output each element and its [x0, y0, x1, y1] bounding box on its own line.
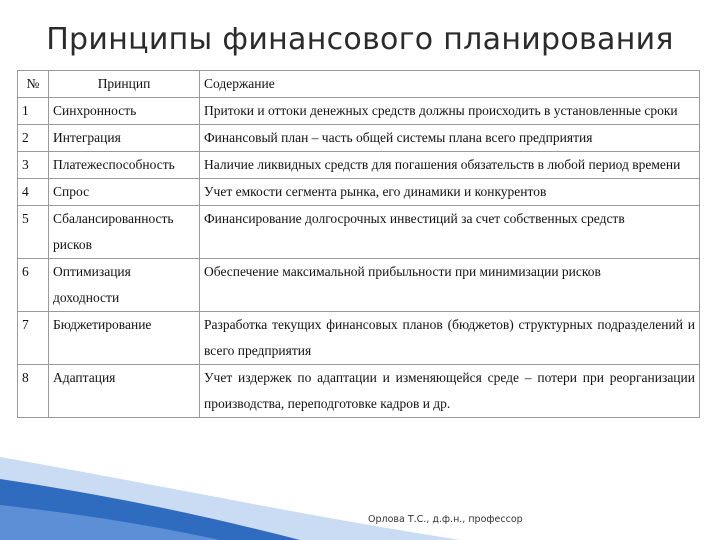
- row-num: 5: [18, 206, 49, 259]
- header-num: №: [18, 71, 49, 98]
- row-num: 8: [18, 365, 49, 418]
- table-row: [18, 365, 700, 418]
- slide-footer: Орлова Т.С., д.ф.н., профессор: [368, 514, 523, 525]
- row-content: Учет емкости сегмента рынка, его динамики и конкурентов: [200, 179, 700, 206]
- row-content: Учет издержек по адаптации и изменяющейся среде – потери при реорганизации производства, переподготовке кадров и др.: [200, 365, 700, 418]
- row-principle: Синхронность: [49, 98, 200, 125]
- row-content: Притоки и оттоки денежных средств должны происходить в установленные сроки: [200, 98, 700, 125]
- row-content: Обеспечение максимальной прибыльности при минимизации рисков: [200, 259, 700, 312]
- row-content: Наличие ликвидных средств для погашения обязательств в любой период времени: [200, 152, 700, 179]
- row-num: 3: [18, 152, 49, 179]
- table-row: [18, 312, 700, 365]
- row-num: 7: [18, 312, 49, 365]
- row-content: Разработка текущих финансовых планов (бюджетов) структурных подразделений и всего предприятия: [200, 312, 700, 365]
- row-principle: Оптимизация доходности: [49, 259, 200, 312]
- row-principle: Бюджетирование: [49, 312, 200, 365]
- table-row: [18, 125, 700, 152]
- slide-title: Принципы финансового планирования: [46, 22, 674, 57]
- row-num: 4: [18, 179, 49, 206]
- row-num: 6: [18, 259, 49, 312]
- row-num: 1: [18, 98, 49, 125]
- table-header-row: [18, 71, 700, 98]
- table-row: [18, 206, 700, 259]
- row-principle: Сбалансированность рисков: [49, 206, 200, 259]
- principles-table: [17, 70, 700, 418]
- decorative-wave-shapes: [0, 445, 720, 540]
- row-principle: Спрос: [49, 179, 200, 206]
- header-content: Содержание: [200, 71, 700, 98]
- row-num: 2: [18, 125, 49, 152]
- table-row: [18, 152, 700, 179]
- header-principle: Принцип: [49, 71, 200, 98]
- row-content: Финансовый план – часть общей системы плана всего предприятия: [200, 125, 700, 152]
- row-principle: Интеграция: [49, 125, 200, 152]
- row-principle: Адаптация: [49, 365, 200, 418]
- table-row: [18, 259, 700, 312]
- row-principle: Платежеспособность: [49, 152, 200, 179]
- table-row: [18, 179, 700, 206]
- row-content: Финансирование долгосрочных инвестиций за счет собственных средств: [200, 206, 700, 259]
- table-row: [18, 98, 700, 125]
